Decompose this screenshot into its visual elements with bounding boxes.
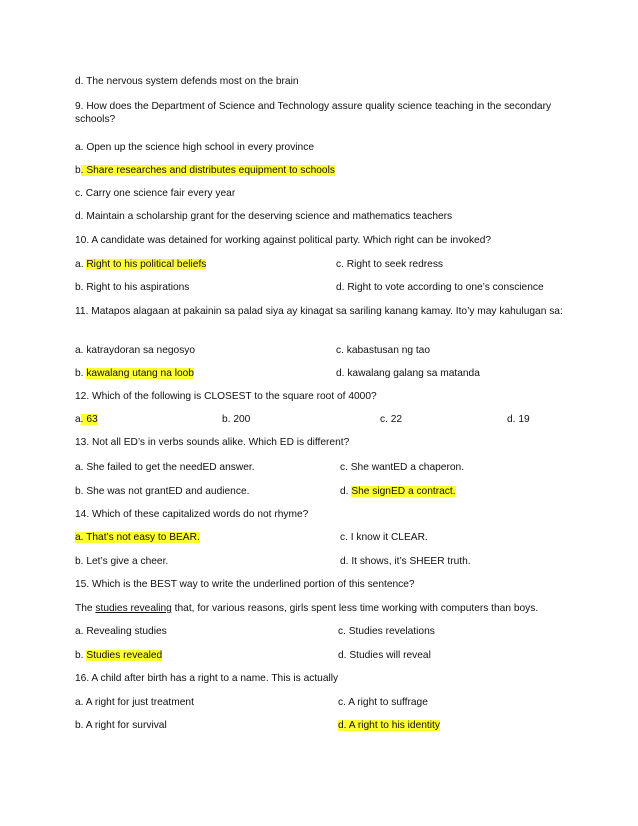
answer-line: a. A right for just treatment [75,697,194,708]
answer-line: d. Right to vote according to one’s conscience [336,282,544,293]
answer-line: a. Open up the science high school in every province [75,142,314,153]
answer-line: d. It shows, it’s SHEER truth. [340,556,471,567]
answer-line [75,258,578,271]
underlined-portion: studies revealing [95,603,172,614]
answer-line: c. Studies revelations [338,626,435,637]
answer-line: c. She wantED a chaperon. [340,462,465,473]
answer-line: a. She failed to get the needED answer. [75,462,255,473]
answer-prefix: b. [75,368,87,379]
answer-line: b. 200 [222,414,251,425]
answer-line [75,367,578,380]
answer-prefix: a [75,414,81,425]
answer-line: c. Right to seek redress [336,259,444,270]
answer-prefix: b [75,165,81,176]
highlighted-answer: kawalang utang na loob [86,368,194,379]
question-15: 15. Which is the BEST way to write the underlined portion of this sentence? [75,579,415,590]
answer-prefix: b. [75,650,87,661]
question-sentence [75,602,578,615]
answer-line: b. A right for survival [75,720,167,731]
answer-line: c. A right to suffrage [338,697,428,708]
answer-line [75,413,98,426]
answer-line: d. 19 [507,414,530,425]
sentence-text: , for various reasons, girls spent less time working with computers than boys. [191,603,539,614]
answer-line: d. Studies will reveal [338,650,431,661]
highlighted-answer: Right to his political beliefs [86,259,207,270]
answer-line: b. Right to his aspirations [75,282,190,293]
highlighted-answer: Studies revealed [86,650,163,661]
highlighted-answer: d. A right to his identity [338,720,440,731]
answer-line [338,719,440,732]
question-10: 10. A candidate was detained for working against political party. Which right can be invoked? [75,235,492,246]
answer-line: c. I know it CLEAR. [340,532,428,543]
question-9: 9. How does the Department of Science and Technology assure quality science teaching in the secondary schools? [75,101,552,125]
highlighted-answer: . 63 [80,414,98,425]
answer-line [75,531,578,544]
answer-line: b. Let’s give a cheer. [75,556,169,567]
sentence-text: that [171,603,192,614]
question-16: 16. A child after birth has a right to a name. This is actually [75,673,339,684]
answer-line: a. Revealing studies [75,626,167,637]
question-12: 12. Which of the following is CLOSEST to the square root of 4000? [75,391,377,402]
answer-line [75,164,578,177]
question-13: 13. Not all ED’s in verbs sounds alike. Which ED is different? [75,437,350,448]
answer-line: d. kawalang galang sa matanda [336,368,480,379]
answer-line [340,485,456,498]
question-11: 11. Matapos alagaan at pakainin sa palad siya ay kinagat sa sariling kanang kamay. Ito’y may kahulugan sa: [75,306,563,317]
answer-line [75,649,578,662]
highlighted-answer: a. That’s not easy to BEAR. [75,532,200,543]
answer-line: c. kabastusan ng tao [336,345,431,356]
answer-line: d. Maintain a scholarship grant for the deserving science and mathematics teachers [75,211,453,222]
answer-prefix: a. [75,259,87,270]
sentence-text: The [75,603,96,614]
highlighted-answer: . Share researches and distributes equipment to schools [80,165,335,176]
answer-line: d. The nervous system defends most on the brain [75,76,299,87]
answer-prefix: d. [340,486,352,497]
answer-line: c. 22 [380,414,403,425]
highlighted-answer: She signED a contract. [351,486,456,497]
answer-line: a. katraydoran sa negosyo [75,345,196,356]
question-14: 14. Which of these capitalized words do not rhyme? [75,509,309,520]
answer-line: b. She was not grantED and audience. [75,486,250,497]
answer-line: c. Carry one science fair every year [75,188,236,199]
